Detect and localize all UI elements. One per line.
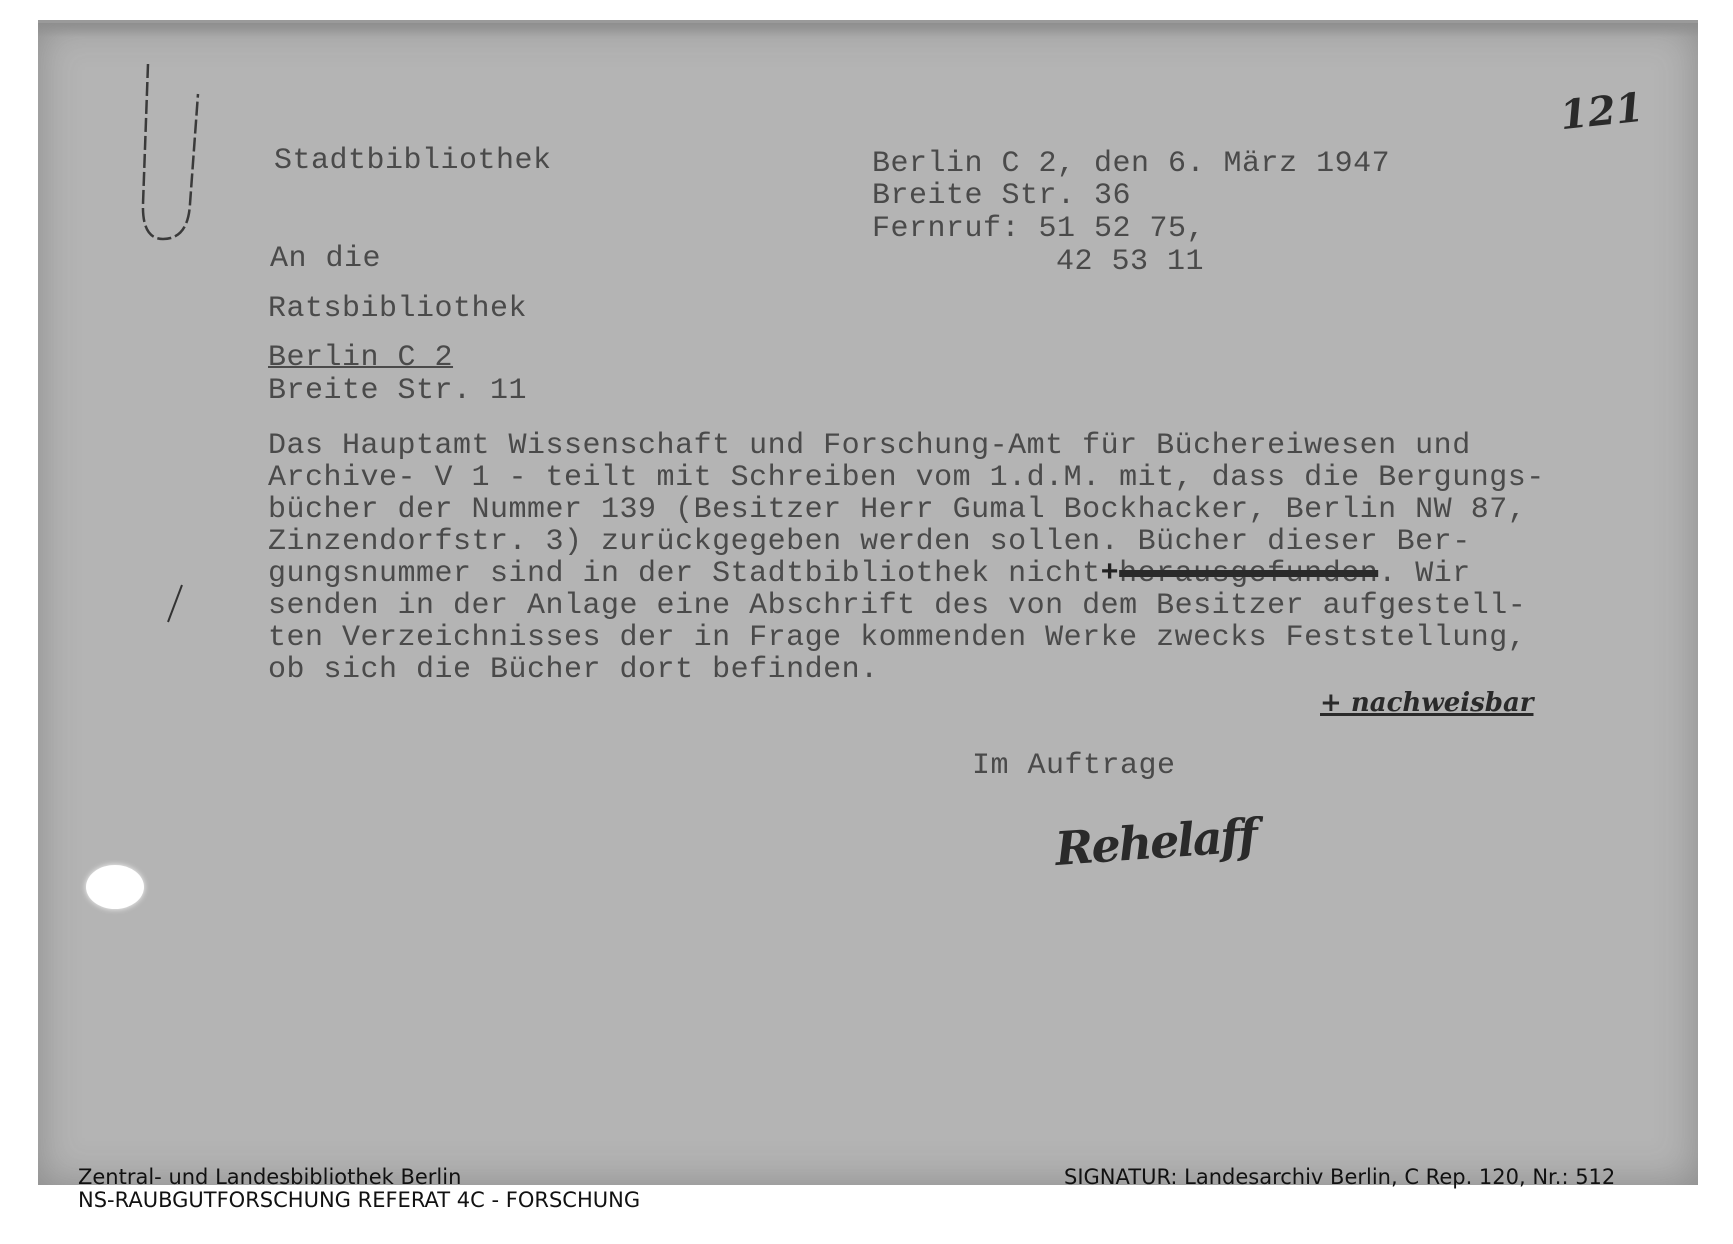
folio-number: 121 [1557,83,1646,140]
body-line-3: bücher der Nummer 139 (Besitzer Herr Gumal Bockhacker, Berlin NW 87, [268,493,1527,527]
body-line-2: Archive- V 1 - teilt mit Schreiben vom 1.d.M. mit, dass die Bergungs- [268,461,1545,495]
body-line-4: Zinzendorfstr. 3) zurückgegeben werden sollen. Bücher dieser Ber- [268,525,1471,559]
sender-name: Stadtbibliothek [274,144,552,178]
body-line-6: senden in der Anlage eine Abschrift des von dem Besitzer aufgestell- [268,589,1527,623]
footer-signature-ref: SIGNATUR: Landesarchiv Berlin, C Rep. 120, Nr.: 512 [1064,1165,1616,1189]
body-line-8: ob sich die Bücher dort befinden. [268,653,879,687]
phone-line-1: Fernruf: 51 52 75, [872,212,1206,246]
closing-phrase: Im Auftrage [972,749,1176,783]
punch-hole [86,865,144,909]
phone-line-2: 42 53 11 [1056,245,1205,279]
recipient-name: Ratsbibliothek [268,292,528,326]
body-line-5 [268,558,1471,591]
body-line-5-end: . Wir [1378,557,1471,591]
margin-tick-mark [160,580,190,630]
recipient-salutation: An die [270,242,382,276]
handwritten-insert: + nachweisbar [1320,688,1534,718]
place-date: Berlin C 2, den 6. März 1947 [872,147,1391,181]
recipient-city: Berlin C 2 [268,341,454,375]
sender-street: Breite Str. 36 [872,179,1132,213]
body-line-5-start: gungsnummer sind in der Stadtbibliothek nicht [268,557,1101,591]
footer-department: NS-RAUBGUTFORSCHUNG REFERAT 4C - FORSCHUNG [78,1188,641,1212]
recipient-street: Breite Str. 11 [268,374,528,408]
struck-word: herausgefunden [1119,557,1379,591]
insert-mark: + [1100,557,1120,591]
paper-clip-mark [118,54,218,254]
body-line-7: ten Verzeichnisses der in Frage kommenden Werke zwecks Feststellung, [268,621,1527,655]
body-line-1: Das Hauptamt Wissenschaft und Forschung-Amt für Büchereiwesen und [268,429,1471,463]
footer-institution: Zentral- und Landesbibliothek Berlin [78,1165,462,1189]
signature: Rehelaff [1053,808,1258,876]
